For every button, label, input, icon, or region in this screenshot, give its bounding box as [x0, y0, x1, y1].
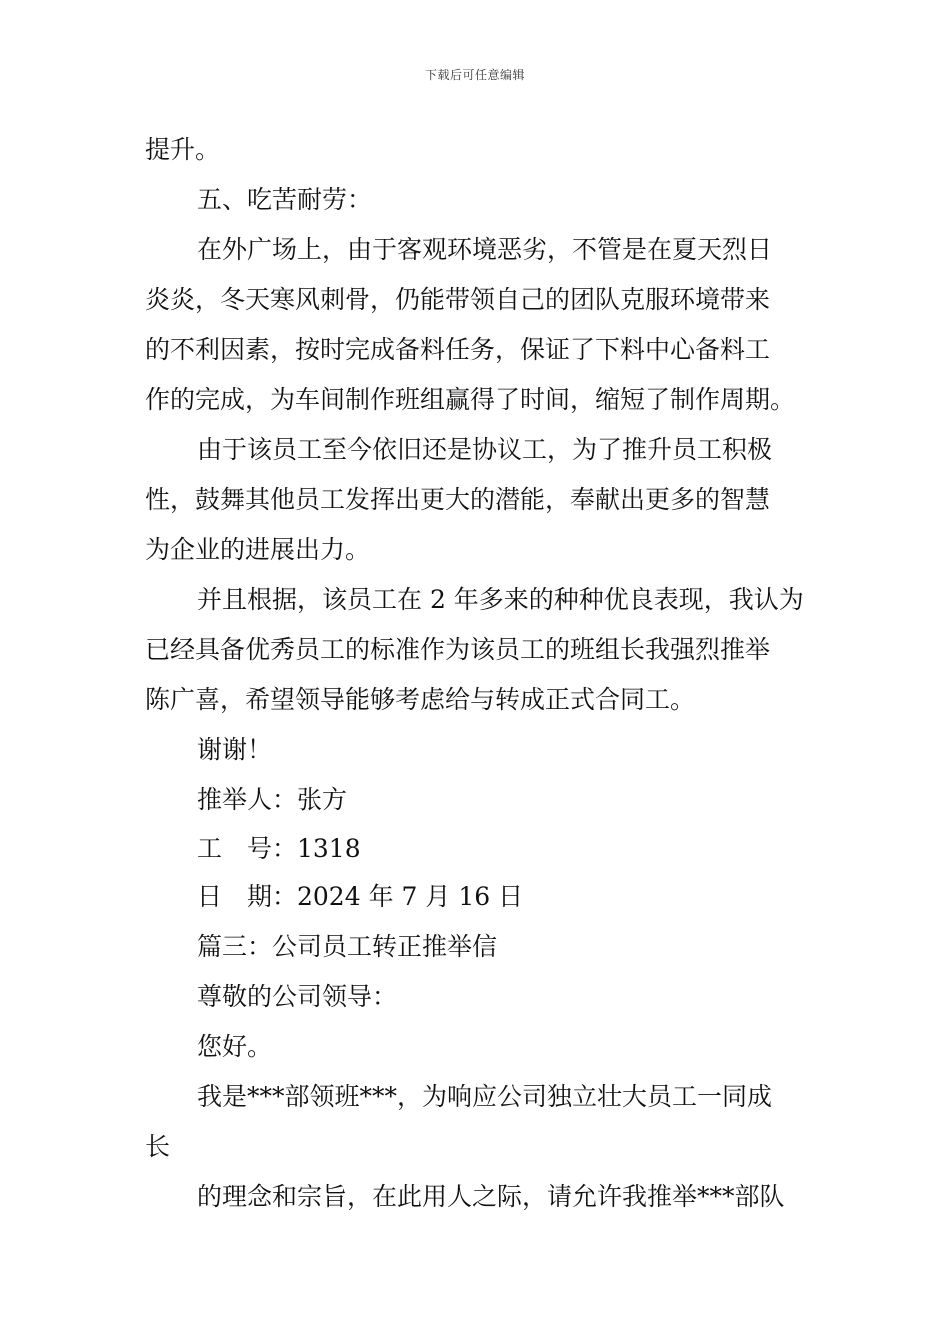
text-line: 陈广喜，希望领导能够考虑给与转成正式合同工。	[145, 685, 696, 714]
text-line: 由于该员工至今依旧还是协议工，为了推升员工积极	[197, 435, 773, 464]
date-line: 日 期：2024 年 7 月 16 日	[197, 882, 524, 911]
section-heading: 五、吃苦耐劳：	[197, 185, 373, 214]
text-line: 的理念和宗旨，在此用人之际，请允许我推举***部队	[197, 1182, 785, 1211]
text-line: 长	[145, 1132, 171, 1161]
text-line: 性，鼓舞其他员工发挥出更大的潜能，奉献出更多的智慧	[145, 485, 771, 514]
greeting: 您好。	[197, 1032, 273, 1061]
text-line: 提升。	[145, 135, 221, 164]
recommender-line: 推举人：张方	[197, 785, 348, 814]
text-line: 已经具备优秀员工的标准作为该员工的班组长我强烈推举	[145, 635, 771, 664]
salutation: 尊敬的公司领导：	[197, 982, 398, 1011]
page-header: 下载后可任意编辑	[424, 68, 525, 82]
text-line: 我是***部领班***，为响应公司独立壮大员工一同成	[197, 1082, 773, 1111]
closing-thanks: 谢谢！	[197, 735, 273, 764]
text-line: 的不利因素，按时完成备料任务，保证了下料中心备料工	[145, 335, 771, 364]
text-line: 作的完成，为车间制作班组赢得了时间，缩短了制作周期。	[145, 385, 796, 414]
section-title: 篇三：公司员工转正推举信	[197, 932, 498, 961]
text-line: 炎炎，冬天寒风刺骨，仍能带领自己的团队克服环境带来	[145, 285, 771, 314]
text-line: 为企业的进展出力。	[145, 535, 371, 564]
employee-number-line: 工 号：1318	[197, 834, 361, 863]
text-line: 在外广场上，由于客观环境恶劣，不管是在夏天烈日	[197, 235, 773, 264]
text-line: 并且根据，该员工在 2 年多来的种种优良表现，我认为	[197, 585, 804, 614]
